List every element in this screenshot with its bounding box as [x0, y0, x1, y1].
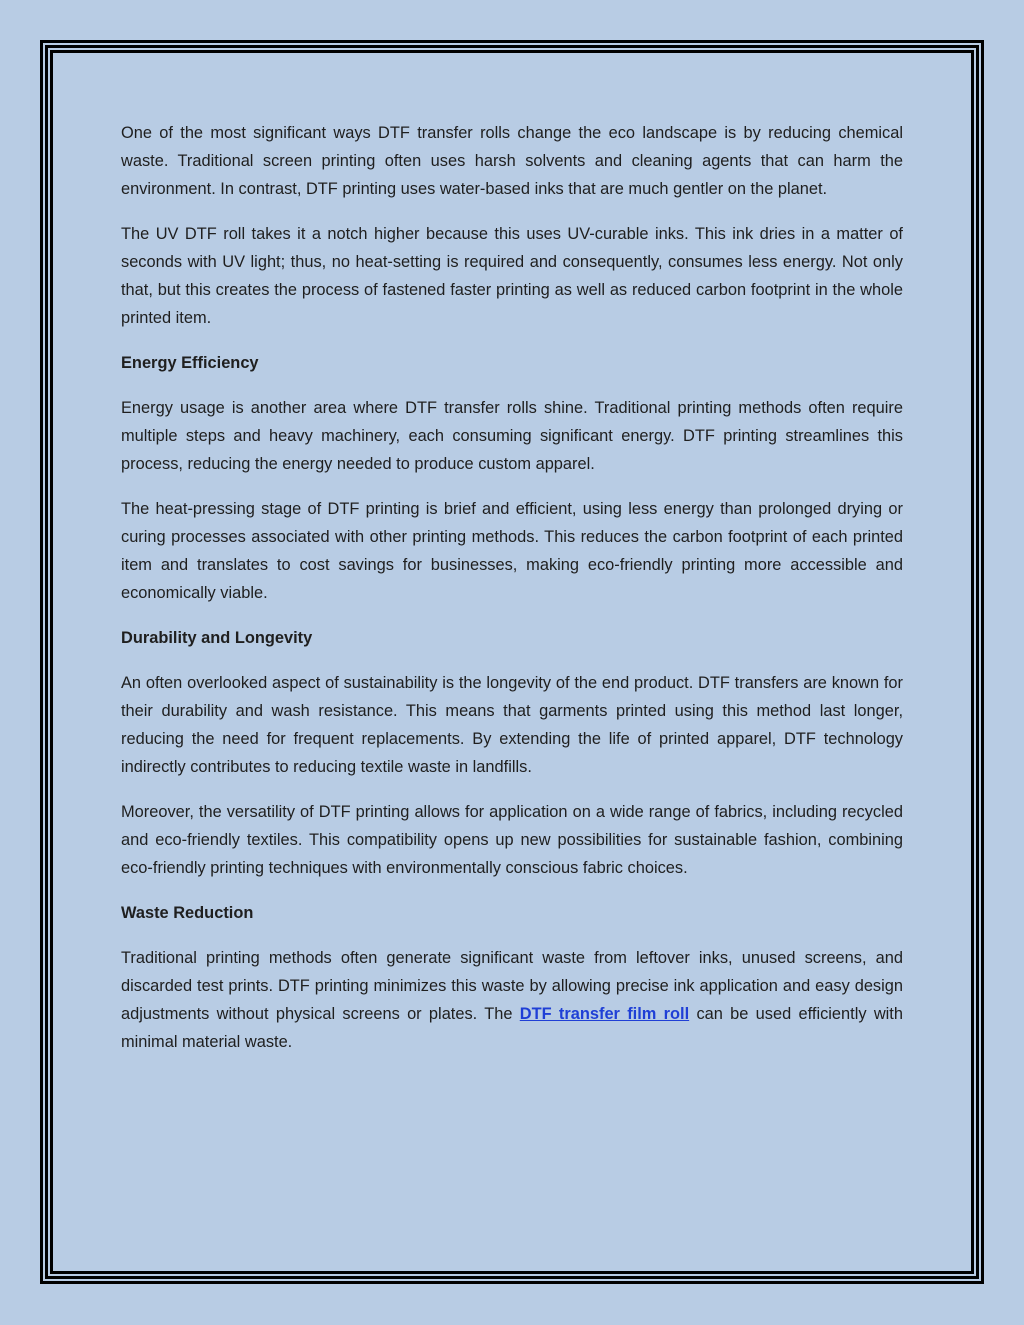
paragraph-uv-dtf-roll: The UV DTF roll takes it a notch higher because this uses UV-curable inks. This ink dries in a matter of seconds with UV light; thus, no heat-setting is required and consequently, consumes less energy. Not only that, but this creates the process of fastened faster printing as well as reduced carbon footprint in the whole printed item.: [121, 225, 903, 327]
document-body: [121, 119, 903, 1073]
paragraph-waste-reduction: [121, 944, 903, 1056]
dtf-transfer-film-roll-link[interactable]: DTF transfer film roll: [519, 1005, 690, 1023]
paragraph-heat-pressing: The heat-pressing stage of DTF printing is brief and efficient, using less energy than prolonged drying or curing processes associated with other printing methods. This reduces the carbon footprint of each printed item and translates to cost savings for businesses, making eco-friendly printing more accessible and economically viable.: [121, 500, 903, 602]
heading-waste-reduction: Waste Reduction: [121, 904, 254, 922]
paragraph-waste-text-end: can be used efficiently with minimal material waste.: [121, 1005, 903, 1051]
heading-energy-efficiency: Energy Efficiency: [121, 354, 259, 372]
paragraph-chemical-waste: One of the most significant ways DTF transfer rolls change the eco landscape is by reducing chemical waste. Traditional screen printing often uses harsh solvents and cleaning agents that can harm the environment. In contrast, DTF printing uses water-based inks that are much gentler on the planet.: [121, 124, 903, 198]
paragraph-versatility: Moreover, the versatility of DTF printing allows for application on a wide range of fabrics, including recycled and eco-friendly textiles. This compatibility opens up new possibilities for sustainable fashion, combining eco-friendly printing techniques with environmentally conscious fabric choices.: [121, 803, 903, 877]
paragraph-longevity: An often overlooked aspect of sustainability is the longevity of the end product. DTF transfers are known for their durability and wash resistance. This means that garments printed using this method last longer, reducing the need for frequent replacements. By extending the life of printed apparel, DTF technology indirectly contributes to reducing textile waste in landfills.: [121, 674, 903, 776]
paragraph-waste-text-start: Traditional printing methods often generate significant waste from leftover inks, unused screens, and discarded test prints. DTF printing minimizes this waste by allowing precise ink application and easy design adjustments without physical screens or plates. The: [121, 949, 903, 1023]
paragraph-energy-usage: Energy usage is another area where DTF transfer rolls shine. Traditional printing methods often require multiple steps and heavy machinery, each consuming significant energy. DTF printing streamlines this process, reducing the energy needed to produce custom apparel.: [121, 399, 903, 473]
heading-durability-longevity: Durability and Longevity: [121, 629, 313, 647]
